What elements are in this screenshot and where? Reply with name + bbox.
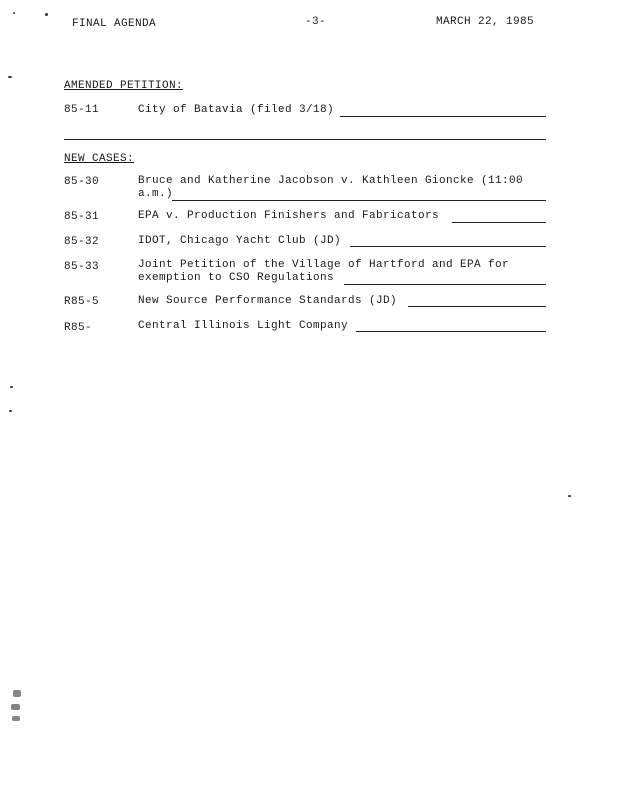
case-number: R85-5 bbox=[64, 296, 100, 308]
fill-line bbox=[350, 246, 546, 247]
case-title-line1: Bruce and Katherine Jacobson v. Kathleen Gioncke (11:00 bbox=[138, 175, 524, 187]
scan-speck bbox=[9, 410, 12, 412]
scan-speck bbox=[8, 76, 12, 78]
new-cases-heading: NEW CASES: bbox=[64, 153, 135, 165]
case-title-line2: exemption to CSO Regulations bbox=[138, 272, 335, 284]
case-number: 85-30 bbox=[64, 176, 100, 188]
case-title: New Source Performance Standards (JD) bbox=[138, 295, 398, 307]
scan-speck bbox=[13, 12, 15, 14]
case-title: EPA v. Production Finishers and Fabricators bbox=[138, 210, 440, 222]
page-number: -3- bbox=[305, 16, 327, 28]
scan-speck bbox=[45, 13, 48, 16]
scan-speck bbox=[13, 690, 21, 697]
case-title: IDOT, Chicago Yacht Club (JD) bbox=[138, 235, 342, 247]
case-title: City of Batavia (filed 3/18) bbox=[138, 104, 335, 116]
header-date: MARCH 22, 1985 bbox=[436, 16, 535, 28]
case-title: Central Illinois Light Company bbox=[138, 320, 349, 332]
header-title: FINAL AGENDA bbox=[72, 18, 157, 30]
fill-line bbox=[64, 139, 546, 140]
fill-line bbox=[340, 116, 546, 117]
scan-speck bbox=[12, 716, 20, 721]
scan-speck bbox=[568, 495, 571, 497]
scan-speck bbox=[11, 704, 20, 710]
case-number: 85-11 bbox=[64, 104, 100, 116]
scan-speck bbox=[10, 386, 13, 388]
case-number: 85-32 bbox=[64, 236, 100, 248]
fill-line bbox=[344, 284, 546, 285]
case-number: 85-31 bbox=[64, 211, 100, 223]
fill-line bbox=[452, 222, 546, 223]
amended-petition-heading: AMENDED PETITION: bbox=[64, 80, 184, 92]
case-title-line1: Joint Petition of the Village of Hartford and EPA for bbox=[138, 259, 510, 271]
case-number: R85- bbox=[64, 322, 93, 334]
fill-line bbox=[172, 200, 546, 201]
case-number: 85-33 bbox=[64, 261, 100, 273]
fill-line bbox=[356, 331, 546, 332]
fill-line bbox=[408, 306, 546, 307]
case-title-line2: a.m.) bbox=[138, 188, 174, 200]
